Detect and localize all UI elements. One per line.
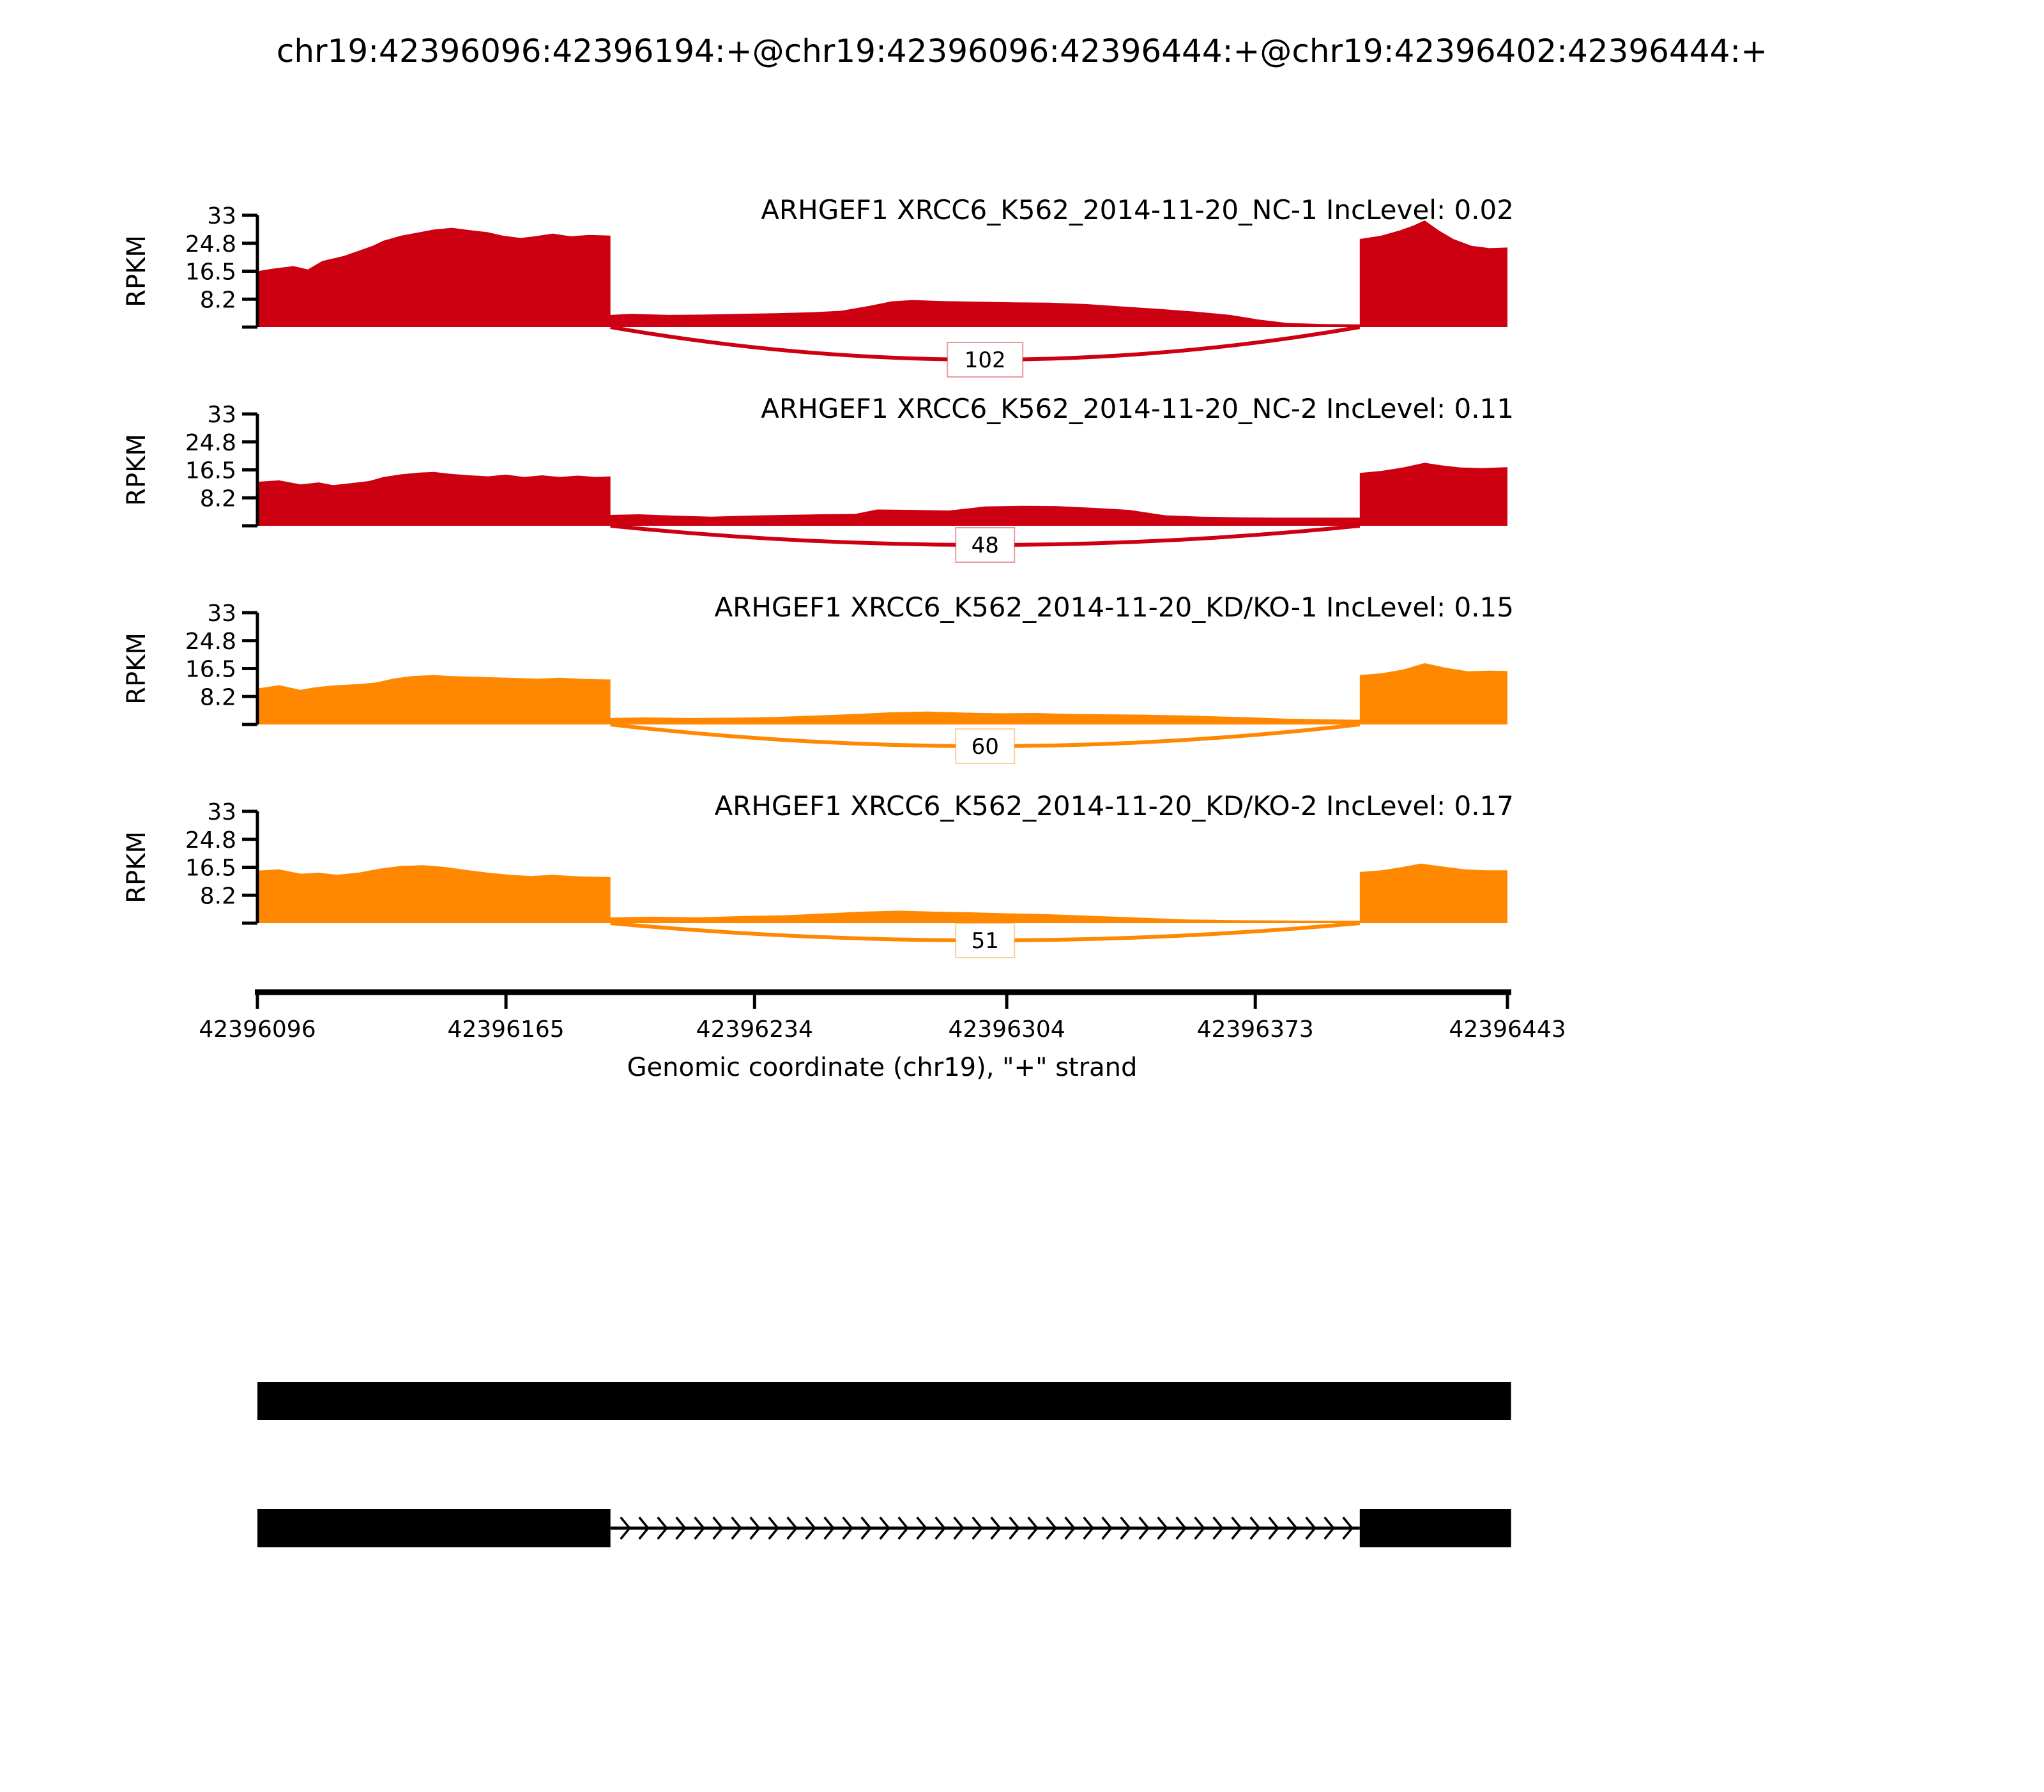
- rpkm-tick-label: 8.2: [199, 287, 236, 314]
- isoform-exon: [257, 1382, 1511, 1420]
- rpkm-tick-label: 24.8: [185, 628, 236, 655]
- genomic-tick-label: 42396096: [199, 1016, 316, 1043]
- rpkm-tick-label: 33: [207, 601, 236, 627]
- track-title: ARHGEF1 XRCC6_K562_2014-11-20_NC-1 IncLevel: 0.02: [761, 194, 1514, 226]
- sashimi-track: [122, 592, 1514, 763]
- rpkm-tick-label: 16.5: [185, 855, 236, 882]
- rpkm-axis-label: RPKM: [122, 831, 151, 903]
- rpkm-axis-label: RPKM: [122, 434, 151, 506]
- genomic-tick-label: 42396234: [696, 1016, 813, 1043]
- genomic-tick-label: 42396373: [1196, 1016, 1314, 1043]
- rpkm-tick-label: 24.8: [185, 429, 236, 456]
- coverage-area: [257, 864, 1507, 923]
- coverage-tracks: [122, 194, 1514, 958]
- junction-count: 51: [971, 928, 999, 954]
- isoform: [257, 1382, 1511, 1420]
- rpkm-tick-label: 24.8: [185, 827, 236, 854]
- sashimi-track: [122, 393, 1514, 562]
- isoform-exon: [257, 1509, 611, 1547]
- coverage-area: [257, 663, 1507, 724]
- rpkm-tick-label: 8.2: [199, 883, 236, 910]
- rpkm-tick-label: 16.5: [185, 457, 236, 484]
- junction-count: 60: [971, 734, 999, 760]
- track-title: ARHGEF1 XRCC6_K562_2014-11-20_KD/KO-2 IncLevel: 0.17: [714, 790, 1514, 822]
- rpkm-tick-label: 33: [207, 203, 236, 229]
- genomic-axis-label: Genomic coordinate (chr19), "+" strand: [627, 1053, 1138, 1082]
- rpkm-tick-label: 24.8: [185, 231, 236, 257]
- track-title: ARHGEF1 XRCC6_K562_2014-11-20_NC-2 IncLevel: 0.11: [761, 393, 1514, 424]
- genomic-axis: [199, 992, 1566, 1082]
- rpkm-axis-label: RPKM: [122, 235, 151, 307]
- rpkm-axis-label: RPKM: [122, 632, 151, 705]
- genomic-tick-label: 42396304: [948, 1016, 1065, 1043]
- track-title: ARHGEF1 XRCC6_K562_2014-11-20_KD/KO-1 IncLevel: 0.15: [714, 592, 1514, 623]
- sashimi-track: [122, 194, 1514, 377]
- junction-count: 102: [964, 348, 1006, 373]
- rpkm-tick-label: 8.2: [199, 684, 236, 711]
- figure-title: chr19:42396096:42396194:+@chr19:42396096:42396444:+@chr19:42396402:42396444:+: [276, 33, 1768, 70]
- rpkm-tick-label: 8.2: [199, 486, 236, 512]
- sashimi-track: [122, 790, 1514, 958]
- isoform-exon: [1360, 1509, 1511, 1547]
- rpkm-tick-label: 33: [207, 799, 236, 825]
- genomic-tick-label: 42396443: [1449, 1016, 1566, 1043]
- rpkm-tick-label: 16.5: [185, 656, 236, 683]
- gene-structure: [257, 1382, 1511, 1547]
- coverage-area: [257, 463, 1507, 526]
- isoform: [257, 1509, 1511, 1547]
- rpkm-tick-label: 16.5: [185, 259, 236, 286]
- coverage-area: [257, 220, 1507, 327]
- junction-count: 48: [971, 533, 999, 558]
- genomic-tick-label: 42396165: [447, 1016, 565, 1043]
- rpkm-tick-label: 33: [207, 402, 236, 428]
